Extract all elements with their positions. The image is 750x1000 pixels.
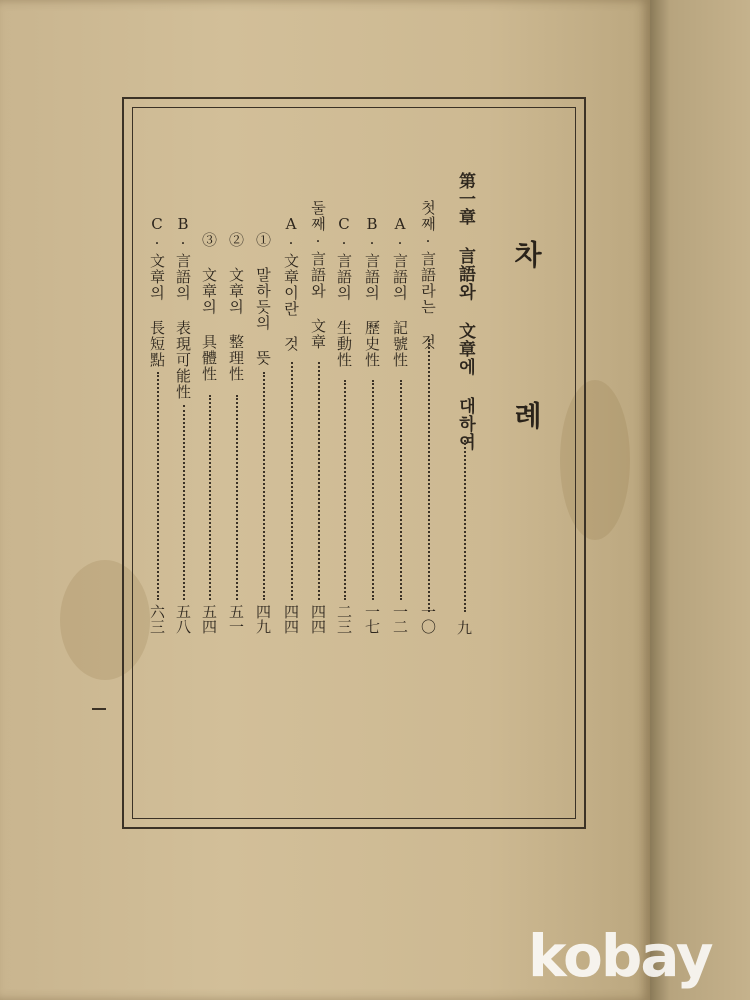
toc-page-number: 一七 xyxy=(363,604,381,634)
next-page-edge xyxy=(650,0,750,1000)
toc-entry: 첫째·言語라는 것 xyxy=(419,200,437,350)
chapter-page-number: 九 xyxy=(455,620,473,635)
leader-dots xyxy=(372,380,374,600)
toc-title: 차 례 xyxy=(510,240,543,479)
toc-entry: 둘째·言語와 文章 xyxy=(309,200,327,350)
leader-dots xyxy=(318,362,320,600)
watermark-logo: kobay xyxy=(528,922,712,990)
toc-entry: A·言語의 記號性 xyxy=(391,215,409,368)
toc-page-number: 四四 xyxy=(309,604,327,634)
toc-entry: ① 말하듯의 뜻 xyxy=(254,232,272,366)
leader-dots xyxy=(464,440,466,612)
toc-page-number: 四九 xyxy=(254,604,272,634)
chapter-heading: 第一章 言語와 文章에 대하여 xyxy=(455,172,475,451)
leader-dots xyxy=(157,372,159,600)
leader-dots xyxy=(400,380,402,600)
margin-mark xyxy=(92,708,106,710)
leader-dots xyxy=(209,395,211,600)
leader-dots xyxy=(344,380,346,600)
toc-entry: A·文章이란 것 xyxy=(282,215,300,352)
toc-page-number: 五四 xyxy=(200,604,218,634)
toc-page-number: 六三 xyxy=(148,604,166,634)
leader-dots xyxy=(428,340,430,612)
toc-entry: B·言語의 歷史性 xyxy=(363,215,381,368)
toc-entry: ③ 文章의 具體性 xyxy=(200,232,218,382)
toc-page-number: 四四 xyxy=(282,604,300,634)
toc-page-number: 一〇 xyxy=(419,604,437,634)
toc-page-number: 五八 xyxy=(174,604,192,634)
leader-dots xyxy=(236,395,238,600)
toc-entry: ② 文章의 整理性 xyxy=(227,232,245,382)
toc-page-number: 五一 xyxy=(227,604,245,634)
toc-page-number: 二三 xyxy=(335,604,353,634)
leader-dots xyxy=(291,362,293,600)
toc-entry: B·言語의 表現可能性 xyxy=(174,215,192,400)
toc-page-number: 一二 xyxy=(391,604,409,634)
toc-entry: C·言語의 生動性 xyxy=(335,215,353,368)
toc-entry: C·文章의 長短點 xyxy=(148,215,166,368)
leader-dots xyxy=(183,405,185,600)
leader-dots xyxy=(263,372,265,600)
